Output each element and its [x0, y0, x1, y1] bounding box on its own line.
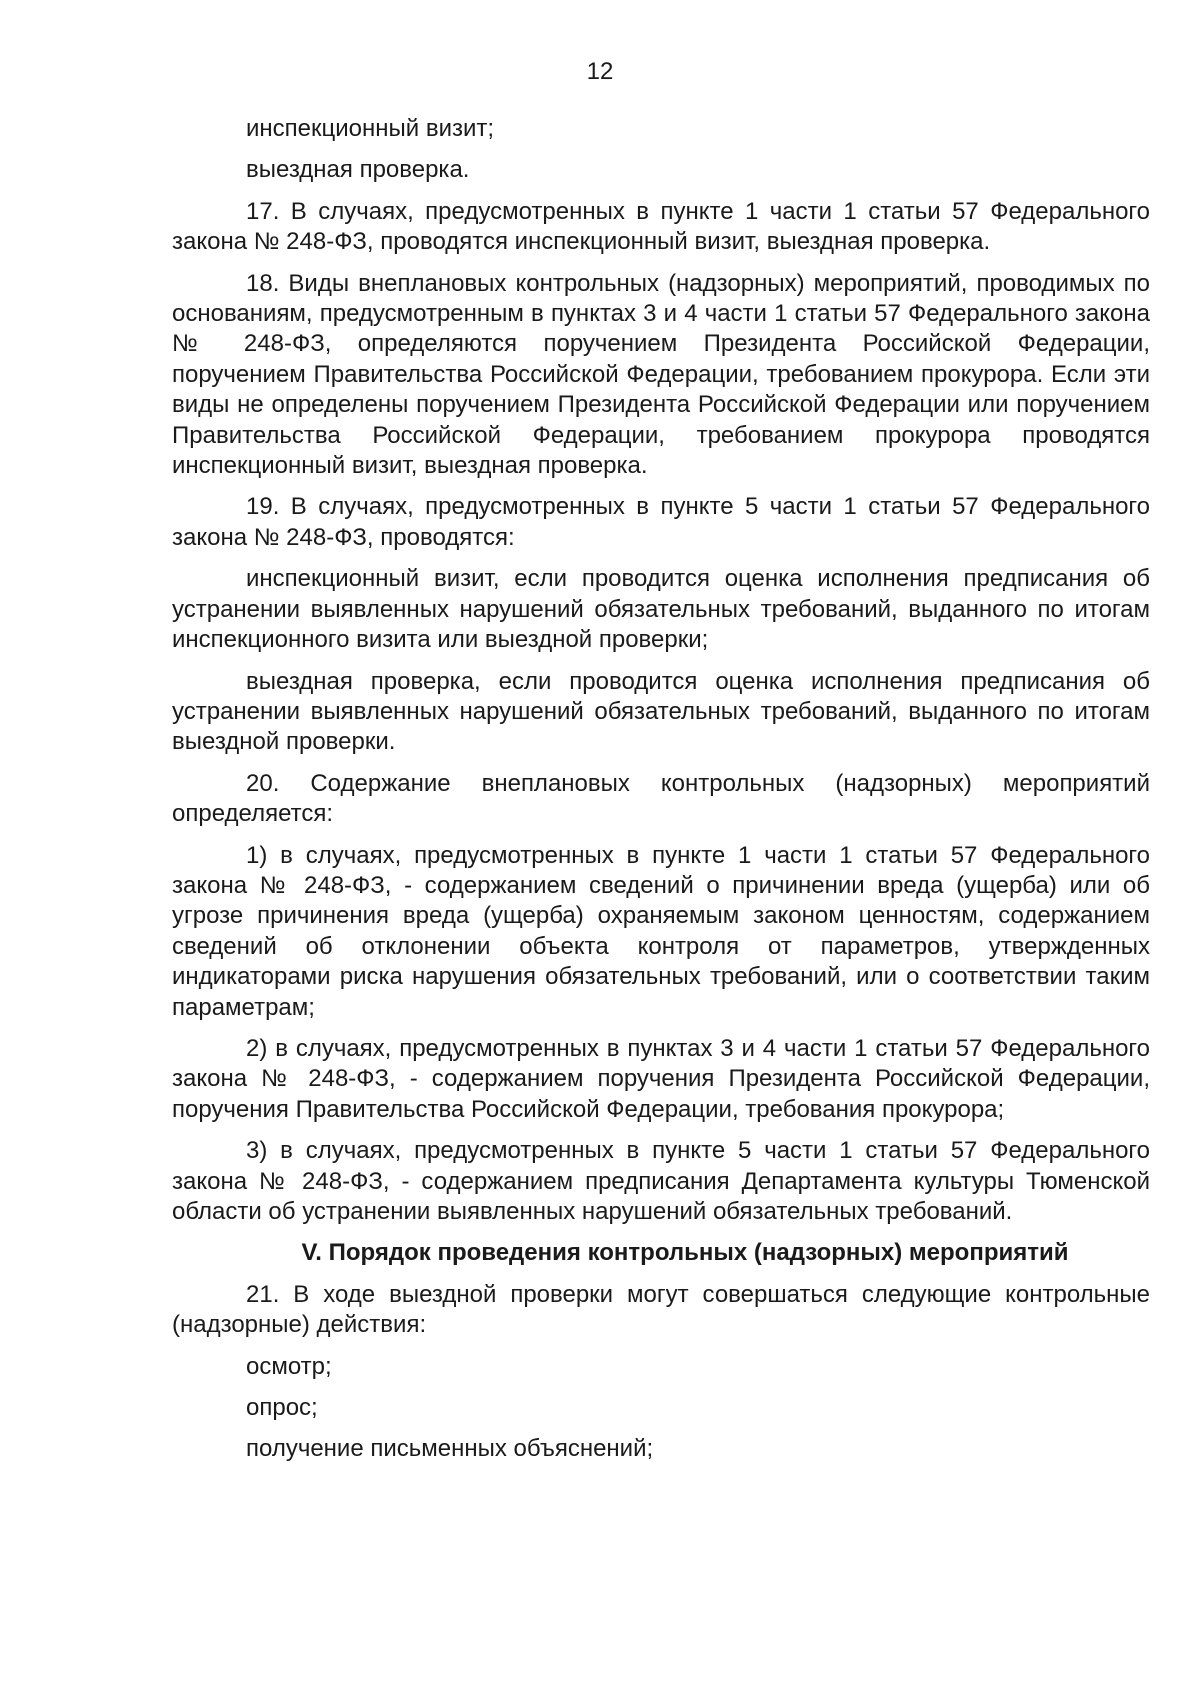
list-item-onsite-inspection: выездная проверка. [246, 156, 470, 184]
paragraph-20-item-1: 1) в случаях, предусмотренных в пункте 1 части 1 статьи 57 Федерального закона № 248-ФЗ, - содержанием сведений о причинении вреда (ущерба) или об угрозе причинения вреда (ущерба) охраняемым законом ценностям, содержанием сведений об отклонении объекта контроля от параметров, утвержденных индикаторами риска нарушения обязательных требований, или о соответствии таким параметрам; [172, 841, 1150, 1021]
list-item-inspection-visit: инспекционный визит; [246, 115, 495, 142]
paragraph-19-item-2: выездная проверка, если проводится оценка исполнения предписания об устранении выявленных нарушений обязательных требований, выданного по итогам выездной проверки. [172, 667, 1150, 756]
paragraph-19-item-1: инспекционный визит, если проводится оценка исполнения предписания об устранении выявленных нарушений обязательных требований, выданного по итогам инспекционного визита или выездной проверки; [172, 565, 1150, 654]
paragraph-17: 17. В случаях, предусмотренных в пункте 1 части 1 статьи 57 Федерального закона № 248-ФЗ, проводятся инспекционный визит, выездная проверка. [172, 197, 1150, 256]
list-item-written-explanations: получение письменных объяснений; [246, 1435, 654, 1463]
list-item-interview: опрос; [246, 1394, 318, 1422]
paragraph-19: 19. В случаях, предусмотренных в пункте 5 части 1 статьи 57 Федерального закона № 248-ФЗ, проводятся: [172, 493, 1150, 551]
paragraph-18: 18. Виды внеплановых контрольных (надзорных) мероприятий, проводимых по основаниям, предусмотренным в пунктах 3 и 4 части 1 статьи 57 Федерального закона № 248-ФЗ, определяются поручением Президента Российской Федерации, поручением Правительства Российской Федерации, требованием прокурора. Если эти виды не определены поручением Президента Российской Федерации или поручением Правительства Российской Федерации, требованием прокурора проводятся инспекционный визит, выездная проверка. [172, 269, 1150, 480]
paragraph-21: 21. В ходе выездной проверки могут совершаться следующие контрольные (надзорные) действия: [172, 1280, 1150, 1339]
paragraph-20-item-2: 2) в случаях, предусмотренных в пунктах 3 и 4 части 1 статьи 57 Федерального закона № 248-ФЗ, - содержанием поручения Президента Российской Федерации, поручения Правительства Российской Федерации, требования прокурора; [172, 1034, 1150, 1123]
paragraph-20-item-3: 3) в случаях, предусмотренных в пункте 5 части 1 статьи 57 Федерального закона № 248-ФЗ, - содержанием предписания Департамента культуры Тюменской области об устранении выявленных нарушений обязательных требований. [172, 1137, 1150, 1225]
list-item-examination: осмотр; [246, 1352, 332, 1380]
paragraph-20: 20. Содержание внеплановых контрольных (надзорных) мероприятий определяется: [172, 769, 1150, 828]
document-body [172, 114, 1150, 1476]
page-number: 12 [586, 58, 614, 85]
section-heading: V. Порядок проведения контрольных (надзорных) мероприятий [301, 1239, 1069, 1267]
